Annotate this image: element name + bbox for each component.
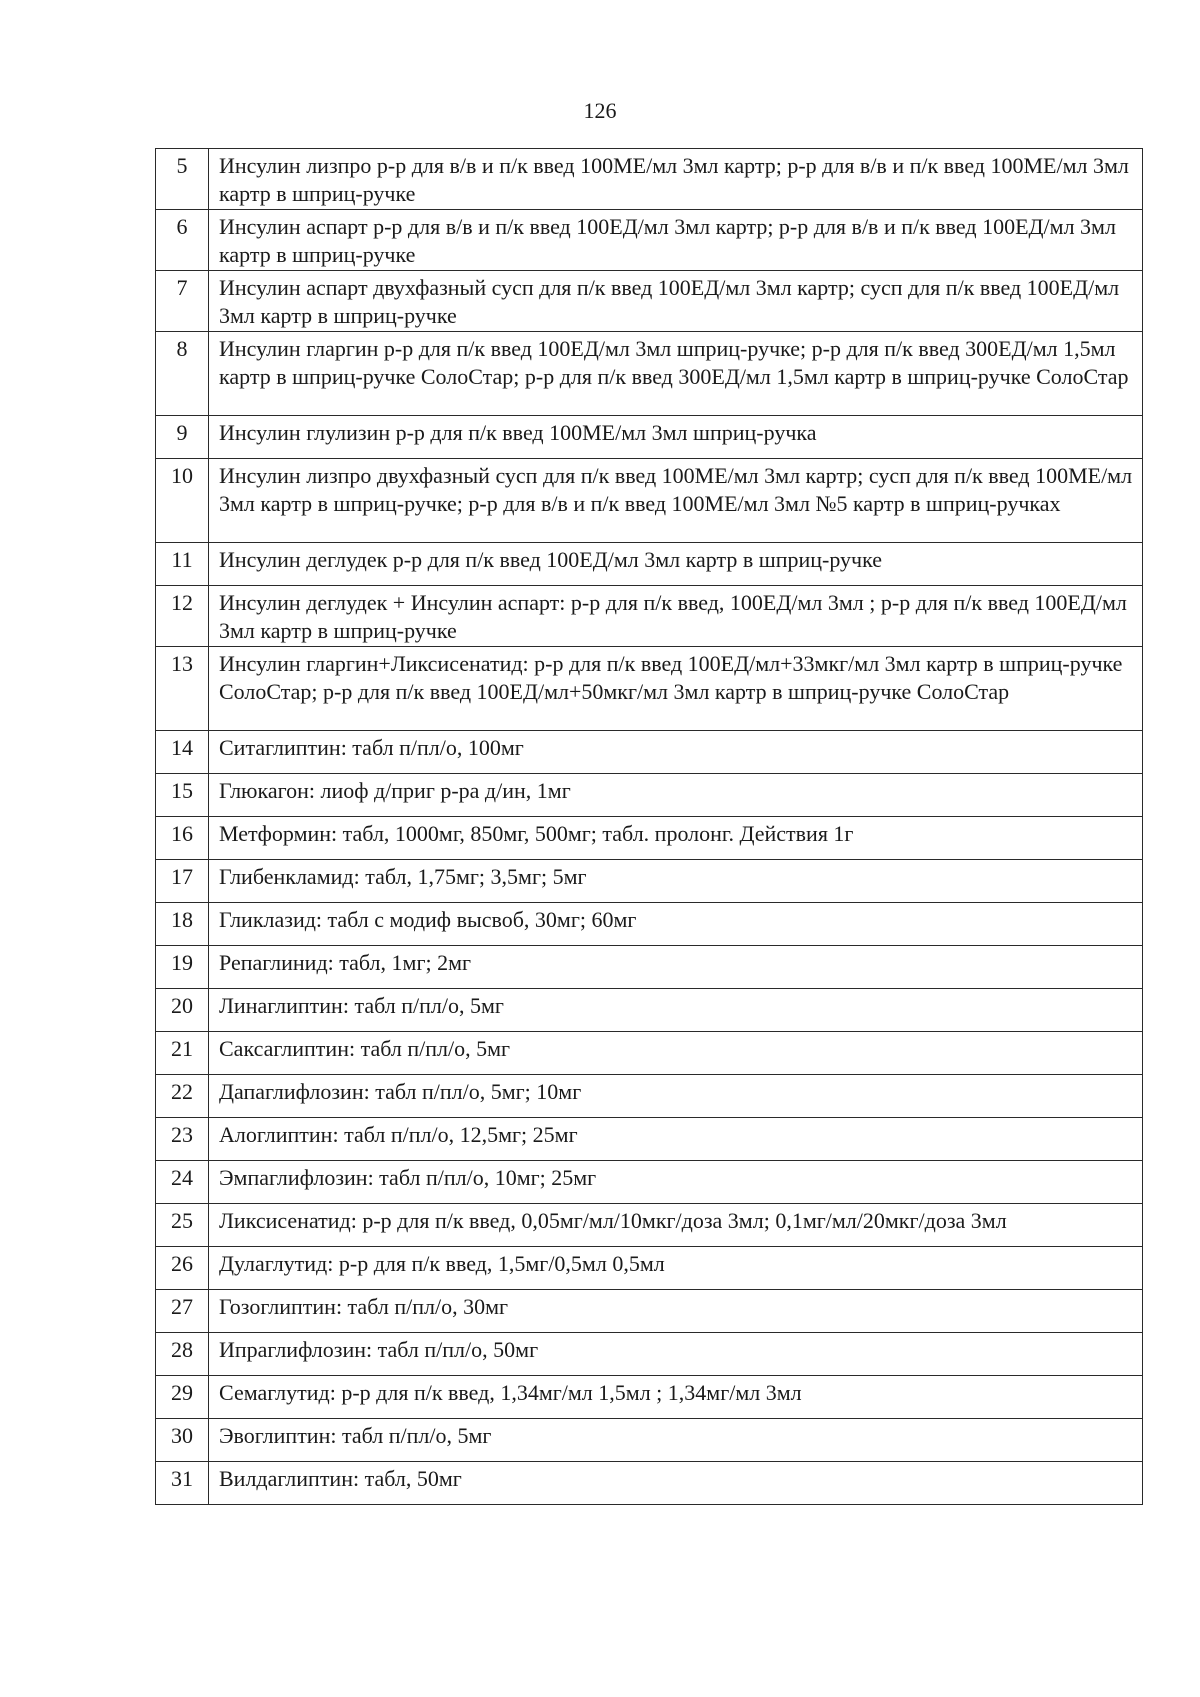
row-number: 21 bbox=[156, 1032, 209, 1075]
row-description: Инсулин аспарт р-р для в/в и п/к введ 100ЕД/мл 3мл картр; р-р для в/в и п/к введ 100ЕД/мл 3мл картр в шприц-ручке bbox=[209, 210, 1143, 271]
table-row bbox=[156, 1204, 1143, 1247]
row-number: 9 bbox=[156, 416, 209, 459]
table-row bbox=[156, 731, 1143, 774]
table-row bbox=[156, 149, 1143, 210]
table-row bbox=[156, 1419, 1143, 1462]
row-number: 28 bbox=[156, 1333, 209, 1376]
row-description: Инсулин аспарт двухфазный сусп для п/к введ 100ЕД/мл 3мл картр; сусп для п/к введ 100ЕД/мл 3мл картр в шприц-ручке bbox=[209, 271, 1143, 332]
table-row bbox=[156, 1376, 1143, 1419]
table-row bbox=[156, 989, 1143, 1032]
row-number: 18 bbox=[156, 903, 209, 946]
row-description: Метформин: табл, 1000мг, 850мг, 500мг; табл. пролонг. Действия 1г bbox=[209, 817, 1143, 860]
table-row bbox=[156, 332, 1143, 416]
table-row bbox=[156, 543, 1143, 586]
table-row bbox=[156, 1032, 1143, 1075]
medication-table bbox=[155, 148, 1143, 1505]
row-description: Инсулин глулизин р-р для п/к введ 100МЕ/мл 3мл шприц-ручка bbox=[209, 416, 1143, 459]
row-description: Инсулин лизпро двухфазный сусп для п/к введ 100МЕ/мл 3мл картр; сусп для п/к введ 100МЕ/мл 3мл картр в шприц-ручке; р-р для в/в и п/к введ 100МЕ/мл 3мл №5 картр в шприц-ручках bbox=[209, 459, 1143, 543]
row-description: Инсулин деглудек р-р для п/к введ 100ЕД/мл 3мл картр в шприц-ручке bbox=[209, 543, 1143, 586]
row-description: Ликсисенатид: р-р для п/к введ, 0,05мг/мл/10мкг/доза 3мл; 0,1мг/мл/20мкг/доза 3мл bbox=[209, 1204, 1143, 1247]
row-description: Эмпаглифлозин: табл п/пл/о, 10мг; 25мг bbox=[209, 1161, 1143, 1204]
row-number: 16 bbox=[156, 817, 209, 860]
row-description: Саксаглиптин: табл п/пл/о, 5мг bbox=[209, 1032, 1143, 1075]
row-number: 20 bbox=[156, 989, 209, 1032]
row-description: Дапаглифлозин: табл п/пл/о, 5мг; 10мг bbox=[209, 1075, 1143, 1118]
row-number: 15 bbox=[156, 774, 209, 817]
row-description: Глибенкламид: табл, 1,75мг; 3,5мг; 5мг bbox=[209, 860, 1143, 903]
row-number: 25 bbox=[156, 1204, 209, 1247]
row-description: Гозоглиптин: табл п/пл/о, 30мг bbox=[209, 1290, 1143, 1333]
table-row bbox=[156, 210, 1143, 271]
row-description: Алоглиптин: табл п/пл/о, 12,5мг; 25мг bbox=[209, 1118, 1143, 1161]
table-row bbox=[156, 459, 1143, 543]
row-description: Семаглутид: р-р для п/к введ, 1,34мг/мл 1,5мл ; 1,34мг/мл 3мл bbox=[209, 1376, 1143, 1419]
row-number: 8 bbox=[156, 332, 209, 416]
table-row bbox=[156, 774, 1143, 817]
row-description: Инсулин лизпро р-р для в/в и п/к введ 100МЕ/мл 3мл картр; р-р для в/в и п/к введ 100МЕ/мл 3мл картр в шприц-ручке bbox=[209, 149, 1143, 210]
table-row bbox=[156, 817, 1143, 860]
table-row bbox=[156, 271, 1143, 332]
row-number: 27 bbox=[156, 1290, 209, 1333]
row-description: Ипраглифлозин: табл п/пл/о, 50мг bbox=[209, 1333, 1143, 1376]
row-number: 17 bbox=[156, 860, 209, 903]
row-number: 6 bbox=[156, 210, 209, 271]
row-description: Гликлазид: табл с модиф высвоб, 30мг; 60мг bbox=[209, 903, 1143, 946]
table-row bbox=[156, 1290, 1143, 1333]
table-row bbox=[156, 903, 1143, 946]
row-number: 10 bbox=[156, 459, 209, 543]
table-row bbox=[156, 1118, 1143, 1161]
row-number: 23 bbox=[156, 1118, 209, 1161]
page-number: 126 bbox=[583, 98, 617, 123]
row-description: Эвоглиптин: табл п/пл/о, 5мг bbox=[209, 1419, 1143, 1462]
row-description: Инсулин гларгин р-р для п/к введ 100ЕД/мл 3мл шприц-ручке; р-р для п/к введ 300ЕД/мл 1,5мл картр в шприц-ручке СолоСтар; р-р для п/к введ 300ЕД/мл 1,5мл картр в шприц-ручке СолоСтар bbox=[209, 332, 1143, 416]
row-number: 14 bbox=[156, 731, 209, 774]
row-number: 22 bbox=[156, 1075, 209, 1118]
table-row bbox=[156, 1333, 1143, 1376]
row-number: 5 bbox=[156, 149, 209, 210]
table-row bbox=[156, 1075, 1143, 1118]
row-number: 12 bbox=[156, 586, 209, 647]
row-description: Дулаглутид: р-р для п/к введ, 1,5мг/0,5мл 0,5мл bbox=[209, 1247, 1143, 1290]
row-description: Глюкагон: лиоф д/приг р-ра д/ин, 1мг bbox=[209, 774, 1143, 817]
medication-table-body bbox=[156, 149, 1143, 1505]
row-number: 13 bbox=[156, 647, 209, 731]
table-row bbox=[156, 946, 1143, 989]
row-number: 24 bbox=[156, 1161, 209, 1204]
table-row bbox=[156, 1247, 1143, 1290]
row-number: 7 bbox=[156, 271, 209, 332]
row-description: Инсулин деглудек + Инсулин аспарт: р-р для п/к введ, 100ЕД/мл 3мл ; р-р для п/к введ 100ЕД/мл 3мл картр в шприц-ручке bbox=[209, 586, 1143, 647]
table-row bbox=[156, 860, 1143, 903]
row-description: Репаглинид: табл, 1мг; 2мг bbox=[209, 946, 1143, 989]
table-row bbox=[156, 1462, 1143, 1505]
row-description: Инсулин гларгин+Ликсисенатид: р-р для п/к введ 100ЕД/мл+33мкг/мл 3мл картр в шприц-ручке СолоСтар; р-р для п/к введ 100ЕД/мл+50мкг/мл 3мл картр в шприц-ручке СолоСтар bbox=[209, 647, 1143, 731]
row-description: Вилдаглиптин: табл, 50мг bbox=[209, 1462, 1143, 1505]
table-row bbox=[156, 586, 1143, 647]
row-number: 26 bbox=[156, 1247, 209, 1290]
row-number: 29 bbox=[156, 1376, 209, 1419]
table-row bbox=[156, 416, 1143, 459]
row-number: 19 bbox=[156, 946, 209, 989]
row-number: 11 bbox=[156, 543, 209, 586]
row-number: 30 bbox=[156, 1419, 209, 1462]
row-number: 31 bbox=[156, 1462, 209, 1505]
table-row bbox=[156, 647, 1143, 731]
row-description: Ситаглиптин: табл п/пл/о, 100мг bbox=[209, 731, 1143, 774]
row-description: Линаглиптин: табл п/пл/о, 5мг bbox=[209, 989, 1143, 1032]
table-row bbox=[156, 1161, 1143, 1204]
